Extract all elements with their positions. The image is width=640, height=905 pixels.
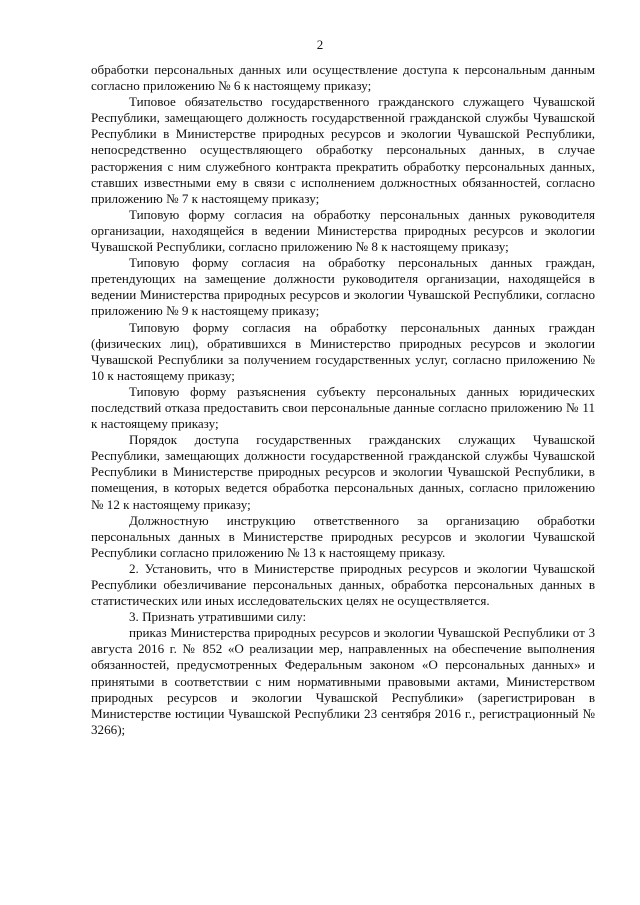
paragraph-appendix-8: Типовую форму согласия на обработку персональных данных руководителя организации, находящейся в ведении Министерства природных ресурсов и экологии Чувашской Республики, согласно приложению № 8 к настоящему приказу; [91,206,595,255]
document-body [91,62,595,738]
paragraph-appendix-7: Типовое обязательство государственного гражданского служащего Чувашской Республики, замещающего должность государственной гражданской службы Чувашской Республики в Министерстве природных ресурсов и экологии Чувашской Республики, непосредственно осуществляющего обработку персональных данных, в случае расторжения с ним служебного контракта прекратить обработку персональных данных, ставших известными ему в связи с исполнением должностных обязанностей, согласно приложению № 7 к настоящему приказу; [91,94,595,206]
paragraph-repealed-order: приказ Министерства природных ресурсов и экологии Чувашской Республики от 3 августа 2016 г. № 852 «О реализации мер, направленных на обеспечение выполнения обязанностей, предусмотренных Федеральным законом «О персональных данных» и принятыми в соответствии с ним нормативными правовыми актами, Министерством природных ресурсов и экологии Чувашской Республики» (зарегистрирован в Министерстве юстиции Чувашской Республики 23 сентября 2016 г., регистрационный № 3266); [91,625,595,737]
paragraph-continuation: обработки персональных данных или осуществление доступа к персональным данным согласно приложению № 6 к настоящему приказу; [91,62,595,94]
paragraph-appendix-12: Порядок доступа государственных гражданских служащих Чувашской Республики, замещающих должности государственной гражданской службы Чувашской Республики в Министерстве природных ресурсов и экологии Чувашской Республики, в помещения, в которых ведется обработка персональных данных, согласно приложению № 12 к настоящему приказу; [91,432,595,512]
paragraph-appendix-9: Типовую форму согласия на обработку персональных данных граждан, претендующих на замещение должности руководителя организации, находящейся в ведении Министерства природных ресурсов и экологии Чувашской Республики, согласно приложению № 9 к настоящему приказу; [91,255,595,319]
paragraph-item-3: 3. Признать утратившими силу: [129,609,307,625]
paragraph-appendix-11: Типовую форму разъяснения субъекту персональных данных юридических последствий отказа предоставить свои персональные данные согласно приложению № 11 к настоящему приказу; [91,383,595,432]
page-number: 2 [316,37,324,52]
paragraph-appendix-10: Типовую форму согласия на обработку персональных данных граждан (физических лиц), обратившихся в Министерство природных ресурсов и экологии Чувашской Республики за получением государственных услуг, согласно приложению № 10 к настоящему приказу; [91,319,595,383]
paragraph-item-2: 2. Установить, что в Министерстве природных ресурсов и экологии Чувашской Республики обезличивание персональных данных, обработка персональных данных в статистических или иных исследовательских целях не осуществляется. [91,560,595,609]
paragraph-appendix-13: Должностную инструкцию ответственного за организацию обработки персональных данных в Министерстве природных ресурсов и экологии Чувашской Республики согласно приложению № 13 к настоящему приказу. [91,512,595,560]
